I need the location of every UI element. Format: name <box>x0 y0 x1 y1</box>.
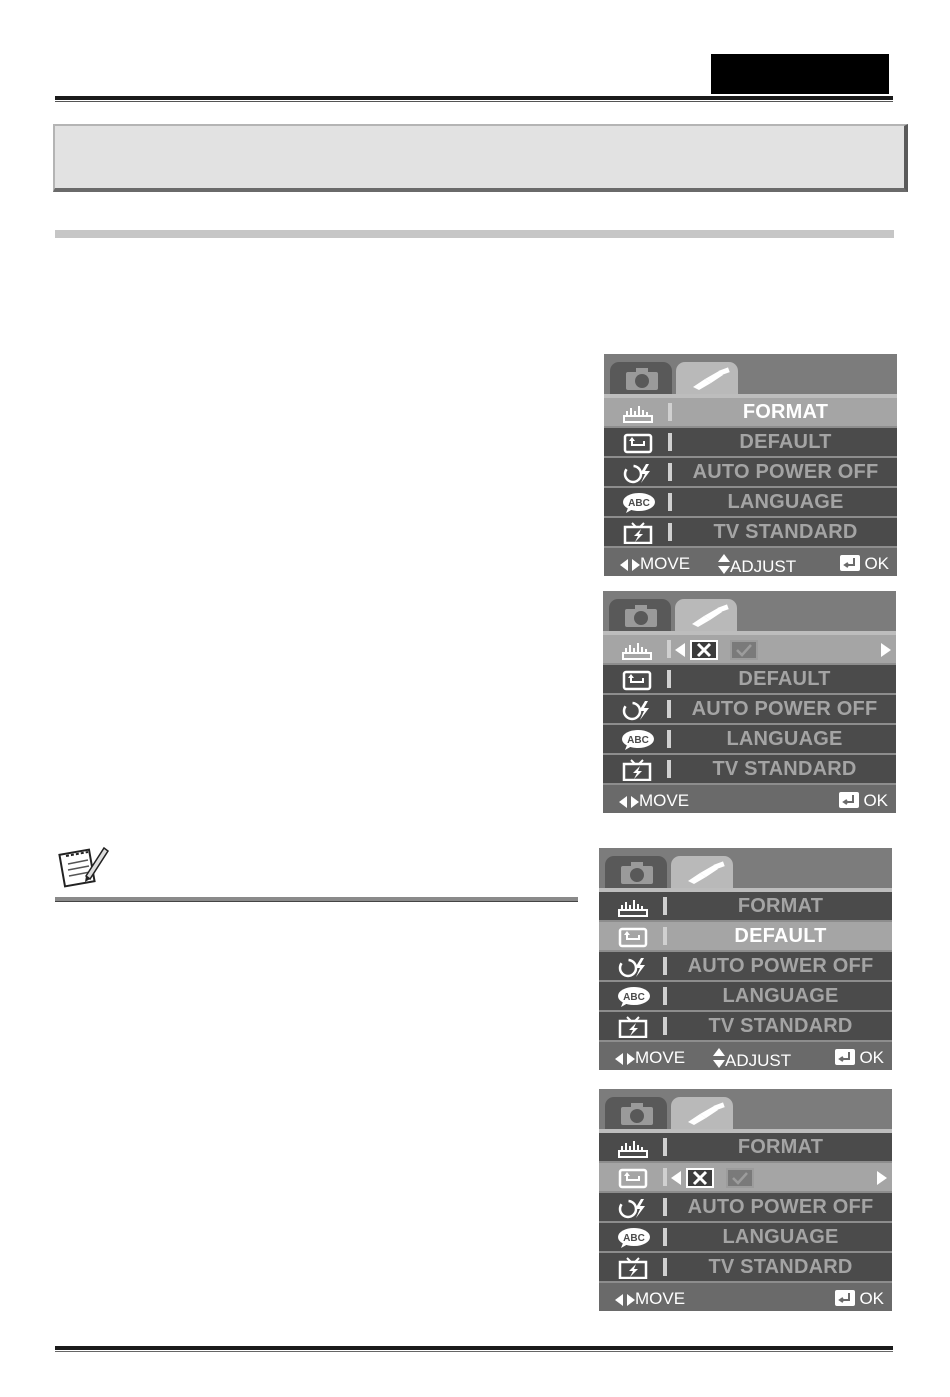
menu-item-label: TV STANDARD <box>708 1256 853 1278</box>
language-icon <box>621 729 653 751</box>
menu-item-label: TV STANDARD <box>712 758 857 780</box>
svg-text:ABC: ABC <box>627 735 649 746</box>
ok-hint <box>840 554 889 574</box>
camera-menu-screen <box>604 354 897 576</box>
language-icon <box>617 986 649 1008</box>
menu-item-label: FORMAT <box>742 401 829 423</box>
auto-power-off-icon <box>617 956 649 978</box>
item-separator <box>663 1228 667 1246</box>
enter-icon <box>835 1289 855 1308</box>
item-separator <box>663 1138 667 1156</box>
left-right-arrows-icon <box>615 1289 635 1308</box>
menu-tab-bar <box>604 354 897 394</box>
menu-footer <box>604 550 897 576</box>
item-separator <box>663 897 667 915</box>
svg-text:ABC: ABC <box>628 498 650 509</box>
menu-item[interactable] <box>603 755 896 785</box>
header-rule-thin <box>55 101 893 102</box>
menu-item-label: LANGUAGE <box>726 728 843 750</box>
item-separator <box>667 640 671 658</box>
menu-item[interactable] <box>604 518 897 548</box>
menu-item[interactable] <box>604 488 897 518</box>
tv-standard-icon <box>617 1257 649 1279</box>
ok-label: OK <box>863 791 888 810</box>
menu-item-label: AUTO POWER OFF <box>687 955 874 977</box>
left-arrow-icon[interactable] <box>675 643 685 657</box>
move-label: MOVE <box>640 554 691 573</box>
adjust-label: ADJUST <box>730 557 797 576</box>
enter-icon <box>835 1048 855 1067</box>
default-icon <box>617 926 649 948</box>
camera-tab[interactable] <box>605 856 667 888</box>
menu-tab-bar <box>599 848 892 888</box>
menu-item[interactable] <box>599 1223 892 1253</box>
menu-item-label: LANGUAGE <box>722 1226 839 1248</box>
move-hint <box>615 1048 685 1068</box>
ok-label: OK <box>859 1289 884 1308</box>
menu-item[interactable] <box>603 725 896 755</box>
option-selector[interactable] <box>671 1166 881 1190</box>
menu-item[interactable] <box>599 1193 892 1223</box>
menu-item[interactable] <box>604 458 897 488</box>
format-icon <box>617 1137 649 1159</box>
menu-item-label: FORMAT <box>737 895 824 917</box>
svg-text:ABC: ABC <box>623 1233 645 1244</box>
menu-item[interactable] <box>603 635 896 665</box>
auto-power-off-icon <box>622 462 654 484</box>
tv-standard-icon <box>622 522 654 544</box>
camera-menu-screen <box>603 591 896 813</box>
menu-item-label: AUTO POWER OFF <box>692 461 879 483</box>
settings-tab[interactable] <box>675 599 737 631</box>
item-separator <box>663 1258 667 1276</box>
menu-item[interactable] <box>599 1253 892 1283</box>
menu-item[interactable] <box>599 952 892 982</box>
auto-power-off-icon <box>617 1197 649 1219</box>
item-separator <box>663 987 667 1005</box>
menu-item-label: LANGUAGE <box>727 491 844 513</box>
item-separator <box>663 1168 667 1186</box>
move-label: MOVE <box>635 1289 686 1308</box>
item-separator <box>667 730 671 748</box>
default-icon <box>621 669 653 691</box>
move-hint <box>619 791 689 811</box>
menu-item-label: TV STANDARD <box>713 521 858 543</box>
left-arrow-icon[interactable] <box>671 1171 681 1185</box>
enter-icon <box>840 554 860 573</box>
item-separator <box>668 403 672 421</box>
menu-item[interactable] <box>603 695 896 725</box>
format-icon <box>622 402 654 424</box>
adjust-hint <box>713 1048 791 1070</box>
menu-item-label: DEFAULT <box>738 668 831 690</box>
right-arrow-icon[interactable] <box>881 643 891 657</box>
header-rule <box>55 96 893 100</box>
item-separator <box>663 927 667 945</box>
footer-rule-thin <box>55 1351 893 1352</box>
note-rule <box>55 897 578 902</box>
move-label: MOVE <box>635 1048 686 1067</box>
format-icon <box>617 896 649 918</box>
menu-item[interactable] <box>599 1133 892 1163</box>
menu-item-label: TV STANDARD <box>708 1015 853 1037</box>
menu-item-label: AUTO POWER OFF <box>691 698 878 720</box>
menu-item-label: FORMAT <box>737 1136 824 1158</box>
auto-power-off-icon <box>621 699 653 721</box>
menu-item[interactable] <box>599 892 892 922</box>
enter-icon <box>839 791 859 810</box>
move-label: MOVE <box>639 791 690 810</box>
item-separator <box>667 760 671 778</box>
notepad-pencil-icon <box>58 842 110 888</box>
menu-item[interactable] <box>599 922 892 952</box>
cancel-x-icon[interactable] <box>685 1167 715 1194</box>
adjust-label: ADJUST <box>725 1051 792 1070</box>
menu-item[interactable] <box>599 982 892 1012</box>
default-icon <box>617 1167 649 1189</box>
up-down-arrows-icon <box>718 557 730 576</box>
settings-tab[interactable] <box>676 362 738 394</box>
footer-rule <box>55 1346 893 1350</box>
menu-footer <box>599 1285 892 1311</box>
camera-tab[interactable] <box>605 1097 667 1129</box>
item-separator <box>668 433 672 451</box>
menu-tab-bar <box>603 591 896 631</box>
item-separator <box>668 463 672 481</box>
left-right-arrows-icon <box>615 1048 635 1067</box>
menu-item[interactable] <box>599 1012 892 1042</box>
cancel-x-icon[interactable] <box>689 639 719 666</box>
camera-tab[interactable] <box>610 362 672 394</box>
confirm-check-icon[interactable] <box>729 639 759 666</box>
camera-tab[interactable] <box>609 599 671 631</box>
menu-item[interactable] <box>604 398 897 428</box>
ok-hint <box>835 1048 884 1068</box>
header-black-tab <box>711 54 889 94</box>
confirm-check-icon[interactable] <box>725 1167 755 1194</box>
subsection-bar <box>55 230 894 238</box>
camera-menu-screen <box>599 1089 892 1311</box>
section-title-box <box>53 124 908 192</box>
item-separator <box>663 1017 667 1035</box>
item-separator <box>667 670 671 688</box>
menu-item-label: AUTO POWER OFF <box>687 1196 874 1218</box>
item-separator <box>663 957 667 975</box>
ok-label: OK <box>864 554 889 573</box>
language-icon <box>617 1227 649 1249</box>
camera-menu-screen <box>599 848 892 1070</box>
item-separator <box>667 700 671 718</box>
menu-item-label: LANGUAGE <box>722 985 839 1007</box>
ok-label: OK <box>859 1048 884 1067</box>
item-separator <box>663 1198 667 1216</box>
settings-tab[interactable] <box>671 1097 733 1129</box>
up-down-arrows-icon <box>713 1051 725 1070</box>
move-hint <box>620 554 690 574</box>
adjust-hint <box>718 554 796 576</box>
left-right-arrows-icon <box>620 554 640 573</box>
default-icon <box>622 432 654 454</box>
left-right-arrows-icon <box>619 791 639 810</box>
language-icon <box>622 492 654 514</box>
tv-standard-icon <box>617 1016 649 1038</box>
move-hint <box>615 1289 685 1309</box>
menu-footer <box>599 1044 892 1070</box>
menu-item-label: DEFAULT <box>739 431 832 453</box>
menu-item[interactable] <box>604 428 897 458</box>
ok-hint <box>835 1289 884 1309</box>
item-separator <box>668 493 672 511</box>
item-separator <box>668 523 672 541</box>
svg-text:ABC: ABC <box>623 992 645 1003</box>
ok-hint <box>839 791 888 811</box>
menu-item[interactable] <box>599 1163 892 1193</box>
right-arrow-icon[interactable] <box>877 1171 887 1185</box>
menu-tab-bar <box>599 1089 892 1129</box>
tv-standard-icon <box>621 759 653 781</box>
format-icon <box>621 639 653 661</box>
option-selector[interactable] <box>675 638 885 662</box>
menu-item-label: DEFAULT <box>734 925 827 947</box>
menu-footer <box>603 787 896 813</box>
settings-tab[interactable] <box>671 856 733 888</box>
menu-item[interactable] <box>603 665 896 695</box>
